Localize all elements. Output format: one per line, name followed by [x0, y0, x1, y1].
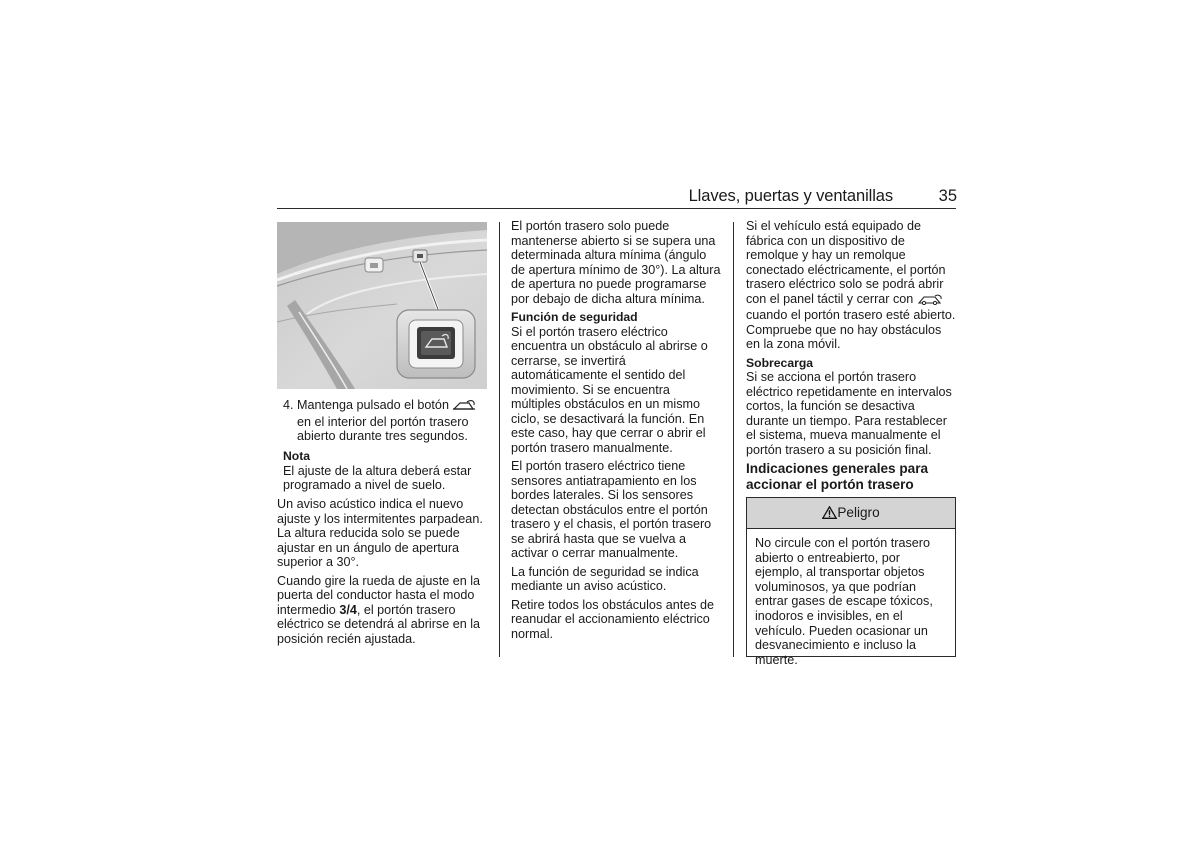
paragraph: Si se acciona el portón trasero eléctrico repetidamente en intervalos cortos, la función se desactiva durante un tiempo. Para restablecer el sistema, mueva manualmente el portón trasero a su posición final. — [746, 370, 952, 457]
running-header-title: Llaves, puertas y ventanillas — [688, 187, 893, 205]
header-rule — [277, 208, 956, 209]
note-heading: Nota — [283, 449, 311, 463]
section-heading: Función de seguridad — [511, 310, 638, 324]
warning-text: No circule con el portón trasero abierto o entreabierto, por ejemplo, al transportar objetos voluminosos, ya que podrían entrar gases de escape tóxicos, inodoros e invisibles, en el vehículo. Pueden ocasionar un desvanecimiento e incluso la muerte. — [755, 536, 933, 667]
tailgate-icon — [917, 293, 943, 309]
paragraph-text: Cuando gire la rueda de ajuste en la puerta del conductor hasta el modo intermedio — [277, 573, 481, 617]
paragraph — [746, 219, 958, 352]
step-text-end: en el interior del portón trasero abierto durante tres segundos. — [297, 414, 469, 443]
section-heading-large: Indicaciones generales para accionar el portón trasero — [746, 461, 929, 492]
mode-label: 3/4 — [339, 602, 357, 617]
paragraph: El portón trasero eléctrico tiene sensores antiatrapamiento en los bordes laterales. Si los sensores detectan obstáculos entre el portón trasero y el chasis, el portón trasero se abrirá hasta que se vuelva a activar o cerrar manualmente. — [511, 459, 712, 560]
tailgate-icon — [452, 399, 476, 415]
column-divider-2 — [733, 222, 734, 657]
page-number: 35 — [938, 187, 957, 205]
middle-column-text — [511, 219, 723, 645]
paragraph: El portón trasero solo puede mantenerse abierto si se supera una determinada altura mínima (ángulo de apertura mínimo de 30°). La altura de apertura no puede programarse por debajo de dicha altura mínima. — [511, 219, 721, 306]
paragraph: Retire todos los obstáculos antes de reanudar el accionamiento eléctrico normal. — [511, 597, 715, 641]
warning-header — [747, 498, 955, 529]
step-text-start: Mantenga pulsado el botón — [297, 398, 449, 412]
warning-triangle-icon — [822, 500, 837, 530]
note-block — [283, 447, 488, 497]
paragraph-text: , el portón trasero eléctrico se detendrá al abrirse en la posición recién ajustada. — [277, 602, 481, 646]
warning-title: Peligro — [837, 505, 880, 520]
paragraph — [277, 574, 489, 647]
danger-warning-box — [746, 497, 956, 667]
paragraph: La función de seguridad se indica mediante un aviso acústico. — [511, 564, 699, 593]
tailgate-illustration — [277, 222, 487, 389]
step-4 — [283, 398, 488, 444]
paragraph: Si el portón trasero eléctrico encuentra un obstáculo al abrirse o cerrarse, se invertirá automáticamente el sentido del movimiento. Si se encuentra múltiples obstáculos en un mismo ciclo, se desactivará la función. En este caso, hay que cerrar o abrir el portón trasero manualmente. — [511, 324, 708, 455]
left-column-text — [277, 497, 489, 650]
column-divider-1 — [499, 222, 500, 657]
step-number: 4. — [283, 398, 294, 412]
note-text: El ajuste de la altura deberá estar programado a nivel de suelo. — [283, 463, 472, 492]
paragraph-text: Si el vehículo está equipado de fábrica con un dispositivo de remolque y hay un remolque conectado eléctricamente, el portón trasero eléctrico solo se podrá abrir con el panel táctil y cerrar con — [746, 219, 946, 306]
paragraph: Un aviso acústico indica el nuevo ajuste y los intermitentes parpadean. La altura reducida solo se puede ajustar en un ángulo de apertura superior a 30°. — [277, 497, 483, 569]
section-heading: Sobrecarga — [746, 355, 814, 370]
paragraph-text: cuando el portón trasero esté abierto. Compruebe que no hay obstáculos en la zona móvil. — [746, 308, 956, 351]
right-column-text — [746, 219, 958, 499]
